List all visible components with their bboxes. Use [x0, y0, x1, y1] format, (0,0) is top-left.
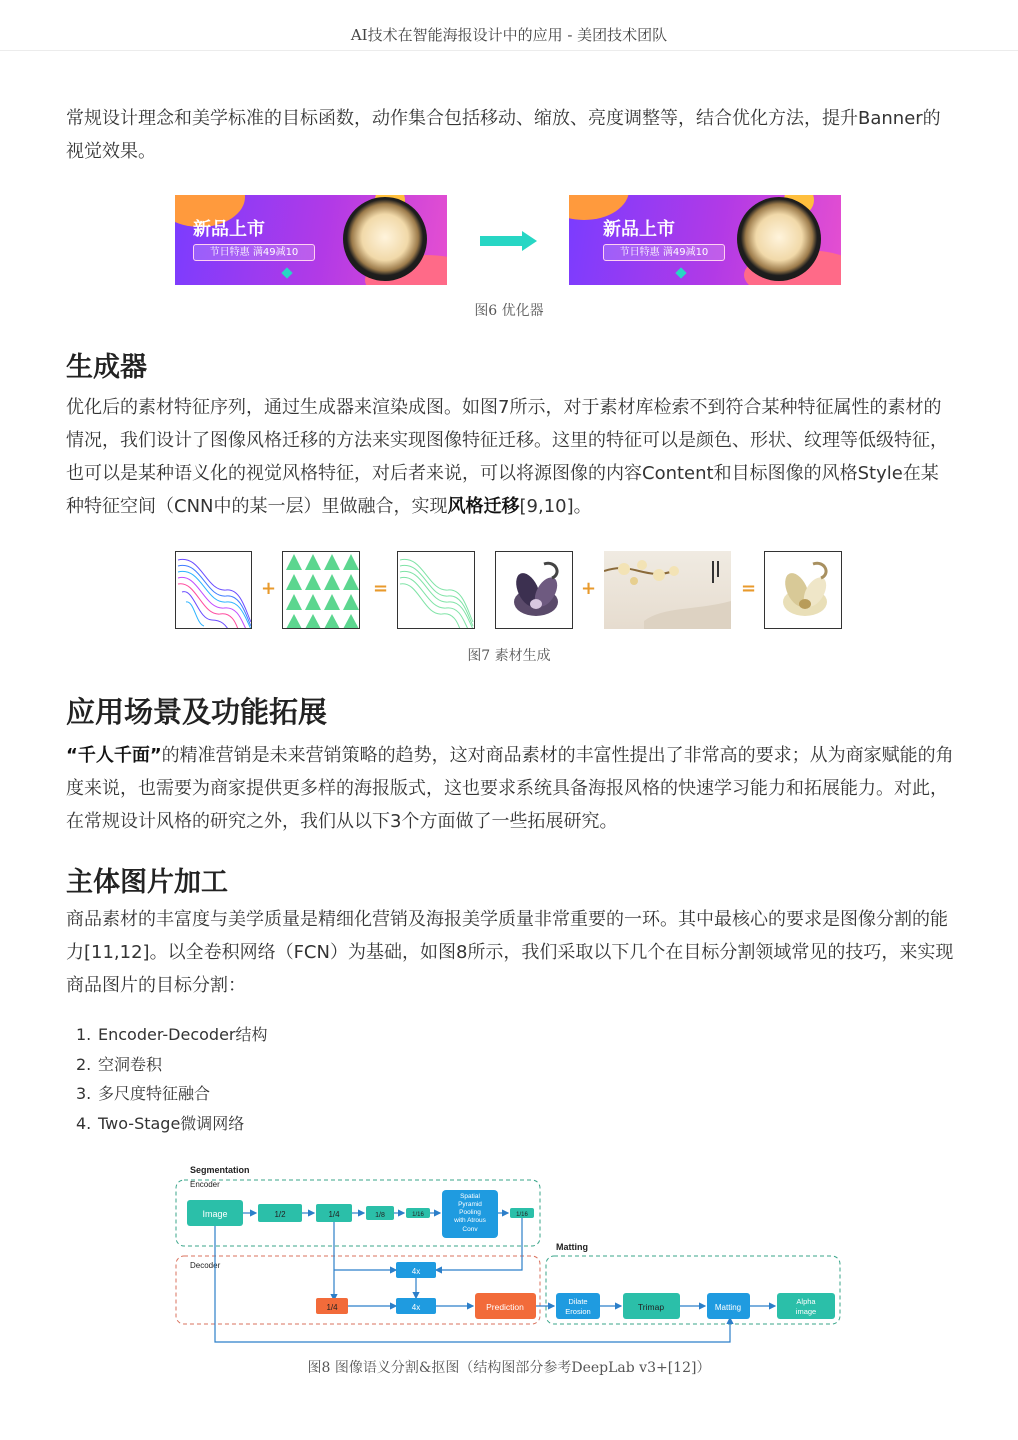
svg-text:Alpha: Alpha [796, 1297, 816, 1306]
chinese-painting-style-image [604, 551, 731, 629]
application-heading: 应用场景及功能拓展 [66, 695, 328, 729]
svg-text:with Atrous: with Atrous [454, 1217, 486, 1224]
banner-after-title: 新品上市 [603, 219, 675, 240]
svg-text:Conv: Conv [462, 1226, 478, 1233]
figure7-caption: 图7 素材生成 [467, 648, 551, 664]
svg-text:Pyramid: Pyramid [458, 1201, 482, 1208]
figure8-caption: 图8 图像语义分割&抠图（结构图部分参考DeepLab v3+[12]） [307, 1360, 711, 1376]
svg-text:1/8: 1/8 [375, 1212, 385, 1219]
food-bowl-image [343, 197, 427, 281]
svg-text:Image: Image [202, 1209, 228, 1219]
svg-text:1/4: 1/4 [328, 1210, 340, 1219]
application-paragraph: “千人千面”的精准营销是未来营销策略的趋势，这对商品素材的丰富性提出了非常高的要求；从为商家赋能的角度来说，也需要为商家提供更多样的海报版式，这也要求系统具备海报风格的快速学习能力和拓展能力。对此，在常规设计风格的研究之外，我们从以下3个方面做了一些拓展研究。 [66, 745, 954, 832]
banner-after-tag: 节日特惠 满49减10 [603, 244, 725, 261]
subject-heading: 主体图片加工 [66, 867, 228, 898]
green-wave-result-image [397, 551, 475, 629]
plus-operator: + [581, 578, 597, 599]
intro-paragraph: 常规设计理念和美学标准的目标函数，动作集合包括移动、缩放、亮度调整等，结合优化方法，提升Banner的视觉效果。 [66, 108, 941, 162]
svg-text:Erosion: Erosion [565, 1307, 591, 1316]
generator-heading: 生成器 [66, 352, 147, 383]
svg-text:Pooling: Pooling [459, 1209, 481, 1216]
list-item: 2. 空洞卷积 [76, 1054, 163, 1074]
list-item: 3. 多尺度特征融合 [76, 1084, 211, 1103]
encoder-label: Encoder [190, 1180, 220, 1189]
list-item: 4. Two-Stage微调网络 [76, 1113, 245, 1133]
svg-text:1/2: 1/2 [274, 1210, 286, 1219]
segmentation-label: Segmentation [190, 1165, 250, 1175]
wave-texture-image [175, 551, 252, 629]
flower-content-image [495, 551, 573, 629]
subject-paragraph: 商品素材的丰富度与美学质量是精细化营销及海报美学质量非常重要的一环。其中最核心的要求是图像分割的能力[11,12]。以全卷积网络（FCN）为基础，如图8所示，我们采取以下几个在目标分割领域常见的技巧，来实现商品图片的目标分割： [66, 909, 954, 996]
equals-operator: = [373, 578, 389, 599]
svg-text:4x: 4x [411, 1303, 421, 1312]
matting-label: Matting [556, 1242, 588, 1252]
svg-text:Matting: Matting [714, 1303, 742, 1312]
segmentation-matting-diagram [170, 1160, 850, 1350]
svg-text:Spatial: Spatial [460, 1193, 480, 1200]
svg-text:Dilate: Dilate [568, 1297, 588, 1306]
svg-text:image: image [795, 1307, 817, 1316]
svg-text:1/16: 1/16 [412, 1212, 424, 1218]
svg-text:Prediction: Prediction [486, 1302, 524, 1312]
decoder-label: Decoder [190, 1261, 221, 1270]
triangle-pattern-image [282, 551, 360, 629]
banner-before-image [175, 195, 447, 285]
generator-paragraph: 优化后的素材特征序列，通过生成器来渲染成图。如图7所示，对于素材库检索不到符合某种特征属性的素材的情况，我们设计了图像风格迁移的方法来实现图像特征迁移。这里的特征可以是颜色、形状、纹理等低级特征，也可以是某种语义化的视觉风格特征，对后者来说，可以将源图像的内容Content和目标图像的风格Style在某种特征空间（CNN中的某一层）里做融合，实现风格迁移[9,10]。 [66, 397, 948, 517]
svg-text:1/16: 1/16 [516, 1212, 528, 1218]
svg-text:Trimap: Trimap [637, 1302, 665, 1312]
technique-list [76, 1020, 268, 1138]
food-bowl-image [737, 197, 821, 281]
banner-after-image [569, 195, 841, 285]
svg-text:1/4: 1/4 [326, 1303, 338, 1312]
plus-operator: + [261, 578, 277, 599]
style-transfer-bold: 风格迁移 [447, 496, 520, 517]
personalization-bold: “千人千面” [66, 745, 162, 766]
page-header [0, 0, 1018, 51]
banner-before-tag: 节日特惠 满49减10 [193, 244, 315, 261]
list-item: 1. Encoder-Decoder结构 [76, 1025, 268, 1044]
svg-text:4x: 4x [411, 1267, 421, 1276]
stylized-flower-result-image [764, 551, 842, 629]
right-arrow-icon [480, 231, 537, 251]
equals-operator: = [741, 578, 757, 599]
banner-before-title: 新品上市 [193, 219, 265, 240]
page-title: AI技术在智能海报设计中的应用 - 美团技术团队 [350, 26, 668, 44]
figure6-caption: 图6 优化器 [474, 303, 544, 319]
